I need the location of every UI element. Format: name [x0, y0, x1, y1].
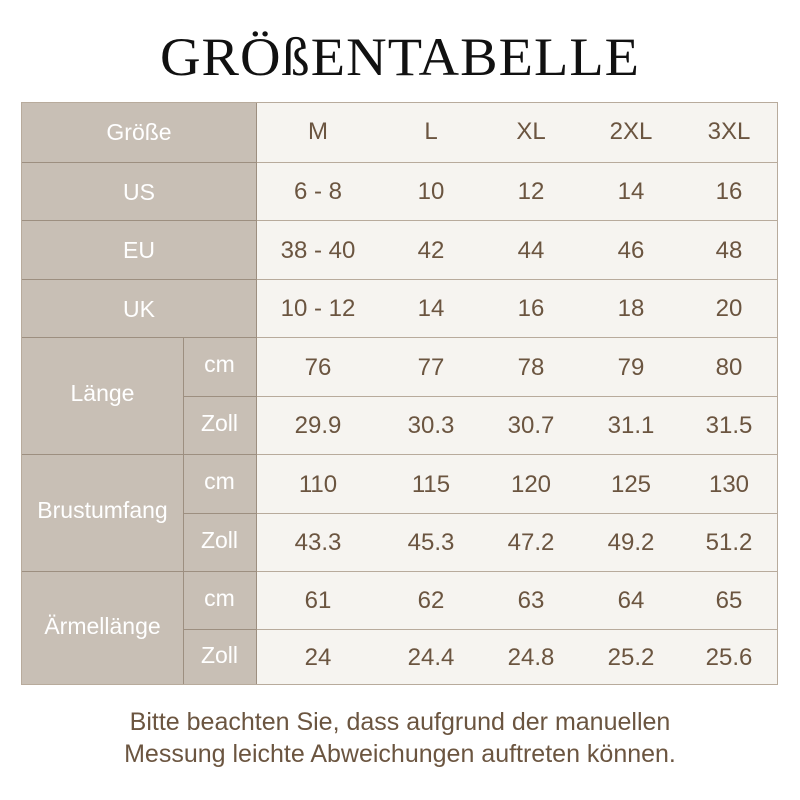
table-cell: 46 — [617, 236, 645, 264]
table-cell: 24 — [304, 644, 332, 671]
divider — [183, 337, 184, 684]
size-header-0: M — [308, 118, 328, 145]
table-cell: 29.9 — [294, 412, 342, 439]
table-cell: 65 — [715, 587, 743, 614]
table-cell: 61 — [304, 587, 332, 614]
size-header-4: 3XL — [707, 118, 751, 145]
divider — [256, 396, 777, 397]
divider — [256, 103, 257, 684]
table-cell: 18 — [617, 295, 645, 322]
size-header-1: L — [424, 118, 438, 145]
divider — [22, 571, 256, 572]
table-cell: 10 — [417, 178, 445, 205]
size-header-3: 2XL — [609, 118, 653, 145]
table-cell: 42 — [417, 236, 445, 264]
table-cell: 31.5 — [705, 412, 753, 439]
table-cell: 24.4 — [407, 644, 455, 671]
divider — [256, 629, 777, 630]
row-unit-7: cm — [183, 572, 256, 624]
table-cell: 78 — [517, 353, 545, 381]
divider — [256, 571, 777, 572]
divider — [256, 279, 777, 280]
divider — [256, 337, 777, 338]
table-cell: 120 — [510, 470, 552, 498]
divider — [22, 279, 256, 280]
table-cell: 16 — [517, 295, 545, 322]
table-cell: 49.2 — [607, 529, 655, 556]
measurement-note — [0, 706, 800, 770]
row-label-0: US — [22, 163, 256, 221]
divider — [22, 337, 256, 338]
table-cell: 130 — [708, 470, 750, 498]
row-label-1: EU — [22, 221, 256, 280]
note-line-2: Messung leichte Abweichungen auftreten können. — [124, 740, 676, 768]
table-cell: 30.7 — [507, 412, 555, 439]
row-unit-6: Zoll — [183, 514, 256, 566]
table-cell: 48 — [715, 236, 743, 264]
table-cell: 47.2 — [507, 529, 555, 556]
row-unit-5: cm — [183, 455, 256, 508]
table-cell: 16 — [715, 178, 743, 205]
page-title: GRÖßENTABELLE — [159, 27, 641, 87]
row-label-2: UK — [22, 280, 256, 338]
row-unit-8: Zoll — [183, 630, 256, 680]
table-cell: 79 — [617, 353, 645, 381]
table-cell: 63 — [517, 587, 545, 614]
table-cell: 80 — [715, 353, 743, 381]
table-cell: 31.1 — [607, 412, 655, 439]
table-cell: 44 — [517, 236, 545, 264]
group-label-2: Ärmellänge — [22, 572, 183, 680]
note-line-1: Bitte beachten Sie, dass aufgrund der manuellen — [129, 708, 671, 736]
table-cell: 77 — [417, 353, 445, 381]
table-cell: 115 — [411, 470, 451, 498]
size-header-label: Größe — [22, 103, 256, 161]
table-cell: 38 - 40 — [280, 236, 356, 264]
divider — [256, 162, 777, 163]
table-cell: 64 — [617, 587, 645, 614]
table-cell: 51.2 — [705, 529, 753, 556]
table-cell: 14 — [417, 295, 445, 322]
table-cell: 10 - 12 — [280, 295, 356, 322]
size-header-2: XL — [516, 118, 546, 145]
table-cell: 30.3 — [407, 412, 455, 439]
table-cell: 45.3 — [407, 529, 455, 556]
table-cell: 110 — [298, 470, 338, 498]
table-cell: 24.8 — [507, 644, 555, 671]
table-cell: 43.3 — [294, 529, 342, 556]
table-cell: 62 — [417, 587, 445, 614]
divider — [256, 454, 777, 455]
divider — [22, 454, 256, 455]
divider — [22, 220, 256, 221]
table-cell: 20 — [715, 295, 743, 322]
table-cell: 25.6 — [705, 644, 753, 671]
table-cell: 12 — [517, 178, 545, 205]
group-label-0: Länge — [22, 338, 183, 449]
table-cell: 6 - 8 — [293, 178, 343, 205]
group-label-1: Brustumfang — [22, 455, 183, 566]
divider — [22, 162, 256, 163]
divider — [183, 513, 256, 514]
table-cell: 125 — [610, 470, 652, 498]
divider — [256, 513, 777, 514]
size-chart-table — [21, 102, 778, 685]
table-cell: 14 — [617, 178, 645, 205]
divider — [183, 629, 256, 630]
row-unit-3: cm — [183, 338, 256, 391]
row-unit-4: Zoll — [183, 397, 256, 449]
table-cell: 76 — [304, 353, 332, 381]
divider — [256, 220, 777, 221]
table-cell: 25.2 — [607, 644, 655, 671]
divider — [183, 396, 256, 397]
